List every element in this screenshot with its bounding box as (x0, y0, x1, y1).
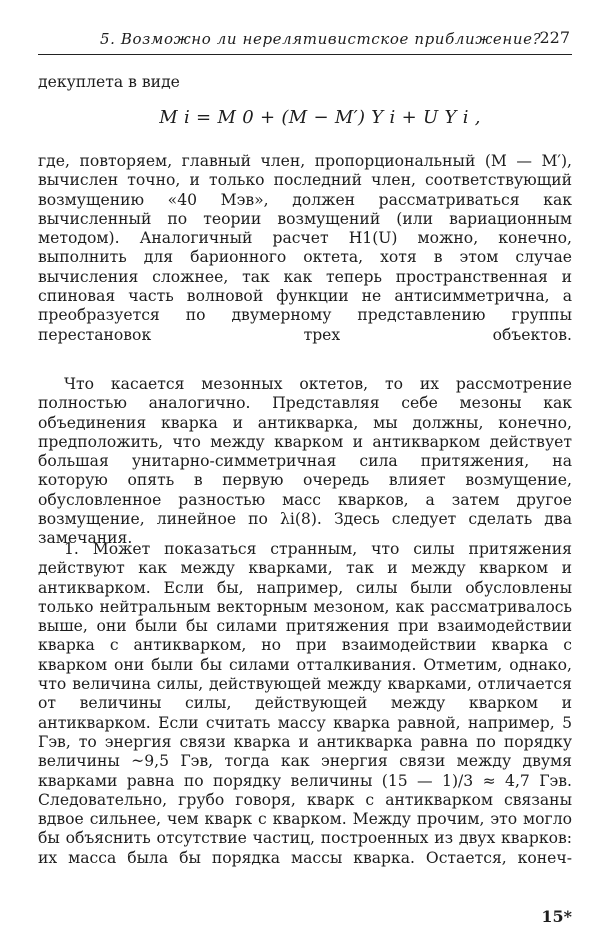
paragraph-4: 1. Может показаться странным, что силы притяжения действуют как между кварками, так и между кварком и антикварком. Если бы, например, силы были обусловлены только нейтральным векторным мезоном, как рассматривалось выше, они были бы силами притяжения при взаимодействии кварка с антикварком, но при взаимодействии кварка с кварком они были бы силами отталкивания. Отметим, однако, что величина силы, действующей между кварками, отличается от величины силы, действующей между кварком и антикварком. Если считать массу кварка равной, например, 5 Гэв, то энергия связи кварка и антикварка равна по порядку величины ~9,5 Гэв, тогда как энергия связи между двумя кварками равна по порядку величины (15 — 1)/3 ≈ 4,7 Гэв. Следовательно, грубо говоря, кварк с антикварком связаны вдвое сильнее, чем кварк с кварком. Между прочим, это могло бы объяснить отсутствие частиц, построенных из двух кварков: их масса была бы порядка массы кварка. Остается, конеч- (38, 540, 572, 867)
header-rule (38, 54, 572, 55)
paragraph-intro: декуплета в виде (38, 73, 180, 91)
running-header-title: 5. Возможно ли нерелятивистское приближение? (100, 30, 542, 48)
printers-signature: 15* (541, 907, 572, 926)
paragraph-3: Что касается мезонных октетов, то их рассмотрение полностью аналогично. Представляя себе мезоны как объединения кварка и антикварка, мы должны, конечно, предположить, что между кварком и антикварком действует большая унитарно-симметричная сила притяжения, на которую опять в первую очередь влияет возмущение, обусловленное разностью масс кварков, а затем другое возмущение, линейное по λi(8). Здесь следует сделать два замечания. (38, 375, 572, 548)
running-header (40, 30, 570, 52)
formula-mass: M i = M 0 + (M − M′) Y i + U Y i , (159, 107, 481, 128)
paragraph-2: где, повторяем, главный член, пропорциональный (M — M′), вычислен точно, и только последний член, соответствующий возмущению «40 Мэв», должен рассматриваться как вычисленный по теории возмущений (или вариационным методом). Аналогичный расчет H1(U) можно, конечно, выполнить для барионного октета, хотя в этом случае вычисления сложнее, так как теперь пространственная и спиновая часть волновой функции не антисимметрична, а преобразуется по двумерному представлению группы перестановок трех объектов. (38, 152, 572, 344)
page-number: 227 (539, 28, 570, 47)
